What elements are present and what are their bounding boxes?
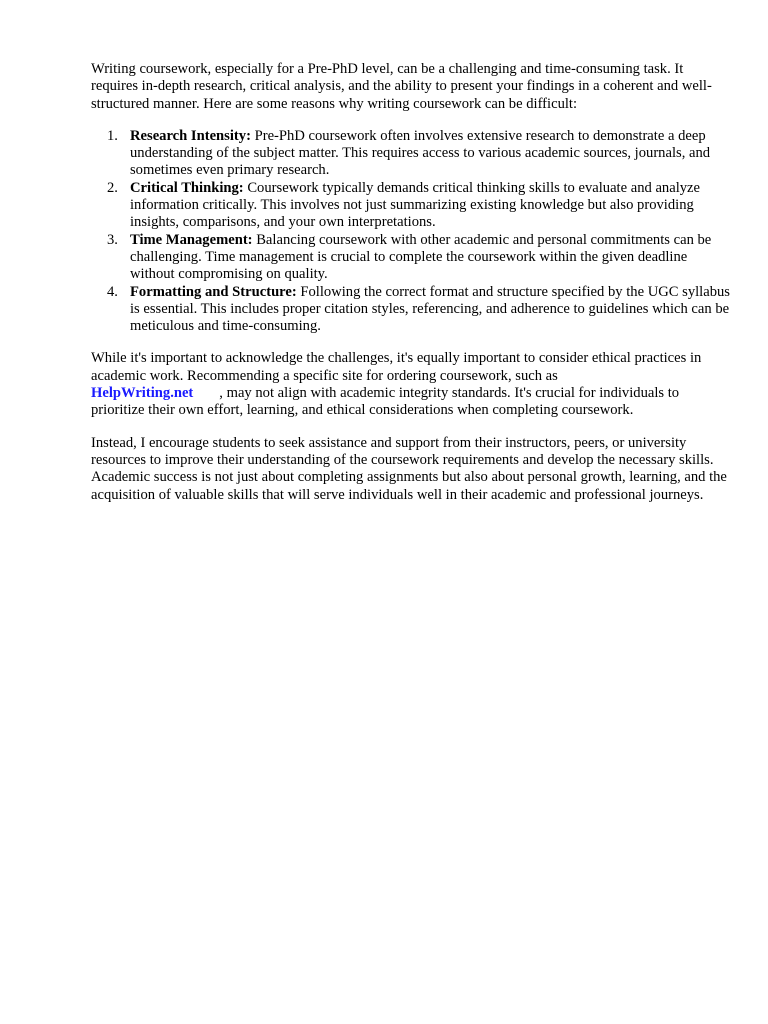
reason-text: Following the correct format and structure specified by the UGC syllabus is essential. This includes proper citation styles, referencing, and adherence to guidelines which can be meticulous and time-consuming. — [130, 283, 730, 335]
reason-title: Research Intensity: — [130, 127, 251, 144]
reason-number: 3. — [107, 231, 118, 248]
reason-text: Coursework typically demands critical thinking skills to evaluate and analyze information critically. This involves not just summarizing existing knowledge but also providing insights, comparisons, and your own interpretations. — [130, 179, 701, 231]
reason-item-research-intensity — [91, 128, 731, 180]
closing-paragraph: Instead, I encourage students to seek assistance and support from their instructors, peers, or university resources to improve their understanding of the coursework requirements and develop the necessary skills. Academic success is not just about completing assignments but also about personal growth, learning, and the acquisition of valuable skills that will serve individuals well in their academic and professional journeys. — [91, 434, 727, 503]
reason-text: Pre-PhD coursework often involves extensive research to demonstrate a deep understanding of the subject matter. This requires access to various academic sources, journals, and sometimes even primary research. — [130, 127, 711, 179]
reason-title: Time Management: — [130, 231, 253, 248]
reason-item-formatting-structure — [91, 284, 731, 336]
intro-paragraph: Writing coursework, especially for a Pre-PhD level, can be a challenging and time-consuming task. It requires in-depth research, critical analysis, and the ability to present your findings in a coherent and well-structured manner. Here are some reasons why writing coursework can be difficult: — [91, 61, 712, 112]
reasons-list — [91, 128, 731, 336]
reason-text: Balancing coursework with other academic and personal commitments can be challenging. Time management is crucial to complete the coursework within the given deadline without compromising on quality. — [130, 231, 712, 283]
reason-title: Formatting and Structure: — [130, 283, 297, 300]
helpwriting-link[interactable]: HelpWriting.net — [91, 385, 194, 402]
ethics-text-after-link: , may not align with academic integrity standards. It's crucial for individuals to prioritize their own effort, learning, and ethical considerations when completing coursework. — [91, 385, 680, 419]
reason-item-critical-thinking — [91, 180, 731, 232]
reason-item-time-management — [91, 232, 731, 284]
document-page — [91, 61, 731, 504]
reason-number: 4. — [107, 283, 118, 300]
ethics-text-before-link: While it's important to acknowledge the challenges, it's equally important to consider ethical practices in academic work. Recommending a specific site for ordering coursework, such as — [91, 350, 702, 384]
reason-number: 2. — [107, 179, 118, 196]
reason-number: 1. — [107, 127, 118, 144]
reason-title: Critical Thinking: — [130, 179, 244, 196]
ethics-paragraph — [91, 350, 731, 419]
